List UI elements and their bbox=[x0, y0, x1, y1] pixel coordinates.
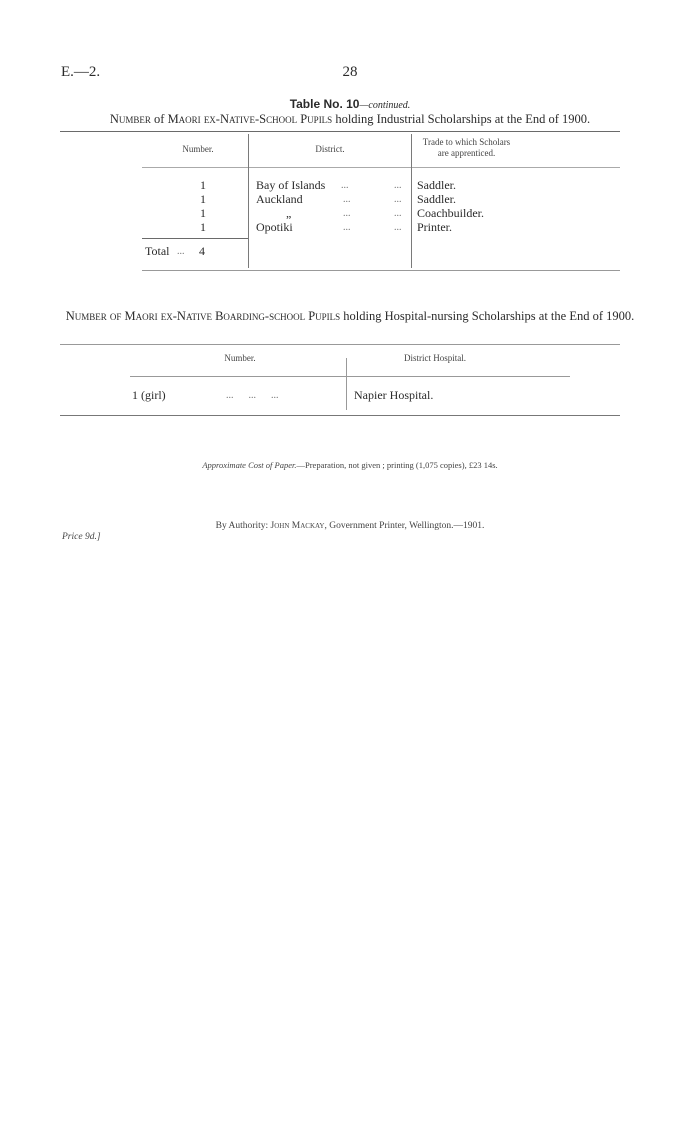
table1-top-rule bbox=[60, 131, 620, 132]
table-row-district: „ bbox=[286, 206, 292, 220]
table1-col-trade bbox=[413, 137, 520, 159]
table1-total-label: Total bbox=[145, 244, 170, 258]
table1-heading-word: ex-Native-School Pupils bbox=[203, 112, 333, 126]
cost-of-paper bbox=[0, 460, 700, 470]
table1-heading-rest: holding Industrial Scholarships at the End of 1900. bbox=[335, 112, 591, 126]
table2-col-hospital: District Hospital. bbox=[404, 353, 466, 363]
table-title bbox=[0, 97, 700, 112]
table2-heading-smallcaps: Number of Maori ex-Native Boarding-school Pupils bbox=[65, 309, 341, 323]
table-row-dots: ... bbox=[394, 194, 402, 205]
table1-heading-word: Number bbox=[109, 112, 151, 126]
table-row-trade: Coachbuilder. bbox=[417, 206, 484, 220]
table1-heading bbox=[0, 112, 700, 127]
cost-text: —Preparation, not given ; printing (1,075 copies), £23 14s. bbox=[296, 460, 498, 470]
table-row-dots: ... bbox=[394, 180, 402, 191]
table1-total-rule bbox=[142, 238, 248, 239]
table2-top-rule bbox=[60, 344, 620, 345]
table2-header-rule bbox=[130, 376, 570, 377]
table-row-district: Auckland bbox=[256, 192, 303, 206]
table1-divider bbox=[411, 134, 412, 268]
page-number: 28 bbox=[342, 64, 358, 80]
table-row-dots: ... bbox=[343, 194, 351, 205]
table1-col-number: Number. bbox=[182, 144, 214, 154]
table1-heading-word: Maori bbox=[167, 112, 201, 126]
table2-heading bbox=[0, 309, 700, 323]
table-row-number: 1 bbox=[200, 178, 206, 192]
table1-bottom-rule bbox=[142, 270, 620, 271]
table2-row-hospital: Napier Hospital. bbox=[354, 388, 434, 402]
table-row-trade: Saddler. bbox=[417, 178, 456, 192]
table1-heading-word: of bbox=[154, 112, 165, 126]
authority-pre: By Authority: bbox=[215, 521, 269, 531]
authority-post: Government Printer, Wellington.—1901. bbox=[329, 521, 485, 531]
table-title-bold: Table No. 10 bbox=[289, 97, 360, 111]
table1-col-trade-line: are apprenticed. bbox=[437, 148, 496, 158]
table1-divider bbox=[248, 134, 249, 268]
table-row-dots: ... bbox=[343, 208, 351, 219]
table-row-number: 1 bbox=[200, 192, 206, 206]
table-row-dots: ... bbox=[343, 222, 351, 233]
table1-header-rule bbox=[142, 167, 620, 168]
printer-authority bbox=[0, 521, 700, 531]
table-row-dots: ... bbox=[394, 222, 402, 233]
table2-divider bbox=[346, 358, 347, 410]
table2-row-number: 1 (girl) bbox=[132, 388, 166, 402]
table-row-district: Opotiki bbox=[256, 220, 293, 234]
table-row-trade: Saddler. bbox=[417, 192, 456, 206]
table2-row-dots: ... ... ... bbox=[226, 390, 279, 401]
table2-col-number: Number. bbox=[224, 353, 256, 363]
authority-name: John Mackay, bbox=[270, 521, 327, 531]
document-reference: E.—2. bbox=[61, 64, 101, 80]
cost-label: Approximate Cost of Paper. bbox=[202, 460, 297, 470]
table-row-dots: ... bbox=[394, 208, 402, 219]
table2-heading-rest: holding Hospital-nursing Scholarships at the End of 1900. bbox=[343, 309, 635, 323]
table2-bottom-rule bbox=[60, 415, 620, 416]
price: Price 9d.] bbox=[62, 532, 101, 542]
table-row-number: 1 bbox=[200, 206, 206, 220]
table-row-district: Bay of Islands bbox=[256, 178, 326, 192]
table-title-continued: —continued. bbox=[359, 100, 411, 111]
table1-col-district: District. bbox=[315, 144, 345, 154]
table1-total-value: 4 bbox=[199, 244, 205, 258]
table-row-number: 1 bbox=[200, 220, 206, 234]
table-row-trade: Printer. bbox=[417, 220, 452, 234]
table-row-dots: ... bbox=[341, 180, 349, 191]
table1-total-dots: ... bbox=[177, 246, 185, 257]
table1-col-trade-line: Trade to which Scholars bbox=[422, 137, 511, 147]
